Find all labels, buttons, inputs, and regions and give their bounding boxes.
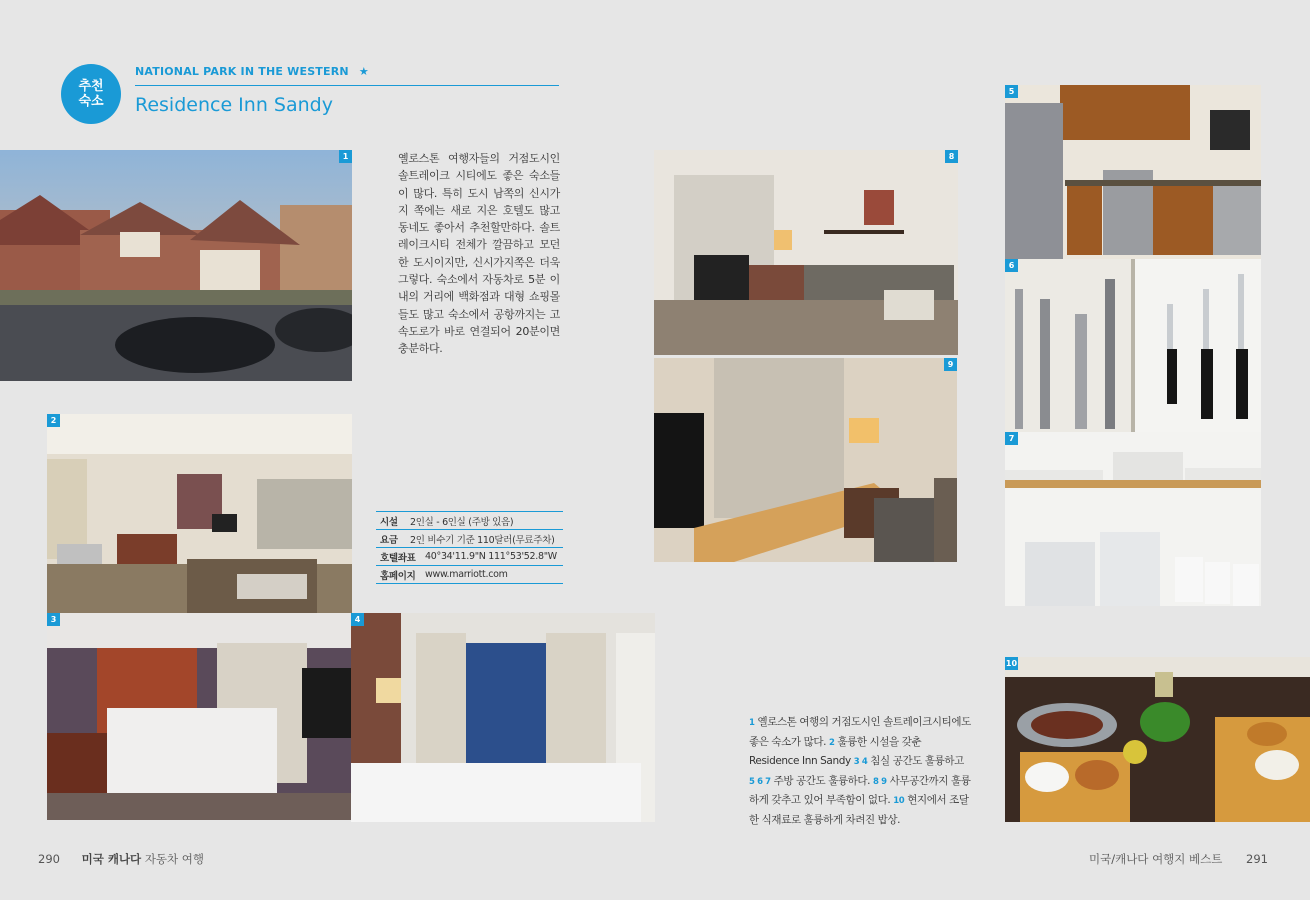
- caption-number: 10: [893, 796, 905, 806]
- caption-number: 3 4: [853, 757, 868, 767]
- info-value: 40°34'11.9"N 111°53'52.8"W: [425, 551, 557, 562]
- info-value: 2인실 - 6인실 (주방 있음): [410, 516, 514, 528]
- info-table: [376, 511, 563, 584]
- info-key: 홈페이지: [380, 570, 416, 582]
- info-key: 요금: [380, 534, 398, 546]
- caption-number: 8 9: [873, 776, 887, 787]
- eyebrow-text: NATIONAL PARK IN THE WESTERN: [135, 65, 349, 78]
- caption-text: 옐로스톤 여행의 거점도시인 솔트레이크시티에도 좋은 숙소가 많다.: [749, 716, 971, 748]
- cutlery-drawer-photo: [1005, 259, 1261, 432]
- living-room-photo: [47, 414, 352, 613]
- page-number-right: 291: [1246, 852, 1268, 866]
- caption-text: 사무공간까지 훌륭하게 갖추고 있어 부족함이 없다.: [749, 774, 971, 806]
- photo-number: 1: [339, 150, 352, 163]
- photo-number: 8: [945, 150, 958, 163]
- info-row-homepage: [376, 565, 563, 584]
- info-key: 호텔좌표: [380, 552, 416, 564]
- sofa-room-photo: [654, 150, 958, 355]
- header-rule: [135, 85, 559, 86]
- book-title-rest: 자동차 여행: [141, 852, 205, 866]
- section-name: 미국/캐나다 여행지 베스트: [1089, 852, 1223, 866]
- body-paragraph: 옐로스톤 여행자들의 거점도시인 솔트레이크 시티에도 좋은 숙소들이 많다. 특히 도시 남쪽의 신시가지 쪽에는 새로 지은 호텔도 많고 동네도 좋아서 추천할만하다. 솔트레이크시티 전체가 깔끔하고 모던한 도시이지만, 신시가지쪽은 더욱 그렇다. 숙소에서 자동차로 5분 이내의 거리에 백화점과 대형 쇼핑몰들도 많고 숙소에서 공항까지는 고속도로가 바로 연결되어 20분이면 충분하다.: [398, 152, 560, 356]
- caption-text: 현지에서 조달한 식재료로 훌륭하게 차려진 밥상.: [749, 794, 969, 826]
- photo-number: 2: [47, 414, 60, 427]
- info-row-rate: [376, 529, 563, 547]
- dish-shelf-photo: [1005, 432, 1261, 606]
- photo-number: 7: [1005, 432, 1018, 445]
- photo-number: 10: [1005, 659, 1018, 668]
- footer-left: [38, 851, 204, 867]
- section-eyebrow: [135, 65, 369, 78]
- star-icon: ★: [358, 65, 369, 78]
- caption-text: 침실 공간도 훌륭하고: [867, 755, 964, 767]
- hotel-exterior-photo: [0, 150, 352, 381]
- info-row-coordinates: [376, 547, 563, 565]
- photo-number: 5: [1005, 85, 1018, 98]
- recommend-badge: 추천 숙소: [61, 64, 121, 124]
- caption-text: 훌륭한 시설을 갖춘 Residence Inn Sandy: [749, 735, 922, 767]
- info-row-facilities: [376, 511, 563, 529]
- footer-right: [1089, 851, 1268, 867]
- info-value: 2인 비수기 기준 110달러(무료주차): [410, 534, 555, 546]
- page-title: Residence Inn Sandy: [135, 94, 333, 116]
- photo-number: 9: [944, 358, 957, 371]
- bedroom-photo: [47, 613, 351, 820]
- caption-number: 1: [749, 718, 755, 728]
- kitchen-photo: [1005, 85, 1261, 259]
- caption-number: 2: [828, 737, 835, 748]
- homepage-link[interactable]: www.marriott.com: [425, 569, 508, 580]
- dinner-table-photo: [1005, 657, 1310, 822]
- photo-number: 4: [351, 613, 364, 626]
- info-key: 시설: [380, 516, 398, 528]
- photo-number: 6: [1005, 259, 1018, 272]
- bedroom-window-photo: [351, 613, 655, 822]
- caption-text: 주방 공간도 훌륭하다.: [770, 774, 874, 787]
- page-number-left: 290: [38, 852, 60, 866]
- photo-number: 3: [47, 613, 60, 626]
- photo-caption: [749, 713, 971, 829]
- caption-number: 5 6 7: [749, 776, 771, 787]
- desk-workspace-photo: [654, 358, 957, 562]
- book-title-bold: 미국 캐나다: [81, 852, 142, 866]
